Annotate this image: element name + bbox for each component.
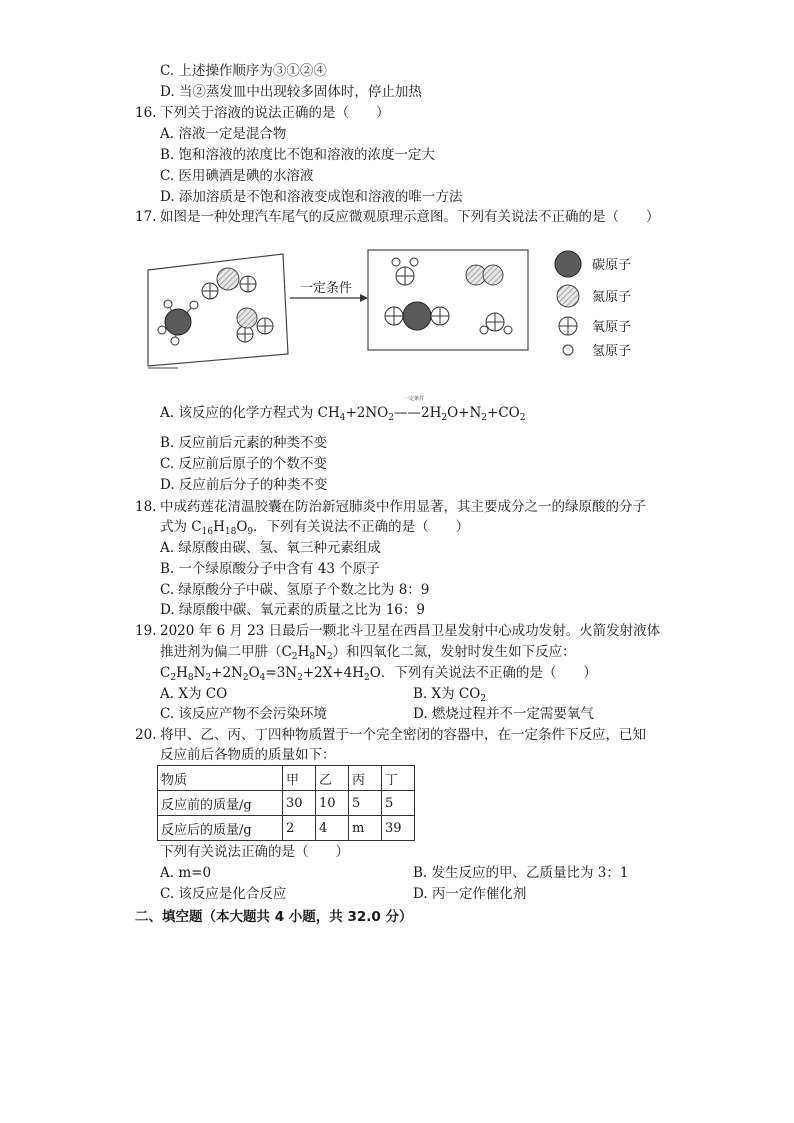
q16-number: 16. xyxy=(135,105,157,121)
q19-stem-line3: $C_2H_8N_2+2N_2O_4=3N_2+2X+4H_2O$．下列有关说法不正确的是（ ） xyxy=(160,665,597,683)
q19-option-c: C. 该反应产物不会污染环境 xyxy=(160,706,327,722)
table-header: 乙 xyxy=(316,766,349,791)
legend-nitrogen: 氮原子 xyxy=(592,290,632,305)
reactants-box xyxy=(148,254,288,366)
products-box xyxy=(368,250,528,350)
q15-option-d: D. 当②蒸发皿中出现较多固体时，停止加热 xyxy=(160,84,422,100)
q19-number: 19. xyxy=(135,623,157,639)
q18-stem-line2: 式为 $C_{16}H_{18}O_9$．下列有关说法不正确的是（ ） xyxy=(160,519,470,537)
q18-option-a: A. 绿原酸由碳、氢、氧三种元素组成 xyxy=(160,540,381,556)
q18-option-d: D. 绿原酸中碳、氧元素的质量之比为 16：9 xyxy=(160,602,425,618)
q16-option-d: D. 添加溶质是不饱和溶液变成饱和溶液的唯一方法 xyxy=(160,189,463,205)
q18-option-c: C. 绿原酸分子中碳、氢原子个数之比为 8：9 xyxy=(160,582,430,598)
table-cell: 反应前的质量/g xyxy=(158,791,283,816)
q20-option-b: B. 发生反应的甲、乙质量比为 3：1 xyxy=(413,865,629,881)
table-cell: 反应后的质量/g xyxy=(158,816,283,841)
co2-molecule xyxy=(385,302,449,330)
q17-option-b: B. 反应前后元素的种类不变 xyxy=(160,435,328,451)
arrow-label: 一定条件 xyxy=(299,281,353,296)
no2-molecule-top xyxy=(202,268,256,299)
q17-option-d: D. 反应前后分子的种类不变 xyxy=(160,477,328,493)
table-header: 物质 xyxy=(158,766,283,791)
q18-stem-line1: 中成药莲花清温胶囊在防治新冠肺炎中作用显著，其主要成分之一的绿原酸的分子 xyxy=(160,499,646,515)
section-heading: 二、填空题（本大题共 4 小题，共 32.0 分） xyxy=(135,909,413,925)
table-cell: 30 xyxy=(283,791,316,816)
legend-hydrogen: 氢原子 xyxy=(592,344,632,359)
q16-option-b: B. 饱和溶液的浓度比不饱和溶液的浓度一定大 xyxy=(160,147,436,163)
q19-option-a: A. X为 CO xyxy=(160,686,228,702)
water-molecule-1 xyxy=(392,258,418,285)
table-header-row xyxy=(158,766,415,791)
legend-carbon: 碳原子 xyxy=(592,258,632,273)
q17-option-c: C. 反应前后原子的个数不变 xyxy=(160,456,327,472)
q18-number: 18. xyxy=(135,499,157,515)
table-header: 甲 xyxy=(283,766,316,791)
q20-stem-line2: 反应前后各物质的质量如下： xyxy=(160,747,336,763)
water-molecule-2 xyxy=(480,313,512,334)
table-header: 丙 xyxy=(349,766,382,791)
no2-molecule-bottom xyxy=(237,308,273,342)
reaction-diagram xyxy=(140,240,660,372)
q17-number: 17. xyxy=(135,209,157,225)
q19-option-b: B. X为 $CO_2$ xyxy=(413,686,487,704)
q17-option-a: A. 该反应的化学方程式为 $CH_4+2NO_2——2H_2O+N_2+CO_2$ xyxy=(160,405,526,423)
q18-option-b: B. 一个绿原酸分子中含有 43 个原子 xyxy=(160,561,380,577)
table-row xyxy=(158,791,415,816)
q19-option-d: D. 燃烧过程并不一定需要氧气 xyxy=(413,706,594,722)
equation-condition: 一定条件 xyxy=(404,396,425,402)
q20-question: 下列有关说法正确的是（ ） xyxy=(160,844,349,860)
q16-option-c: C. 医用碘酒是碘的水溶液 xyxy=(160,168,314,184)
q20-option-c: C. 该反应是化合反应 xyxy=(160,886,287,902)
q16-stem: 下列关于溶液的说法正确的是（ ） xyxy=(160,105,390,121)
methane-molecule xyxy=(158,300,198,345)
q15-option-c: C. 上述操作顺序为③①②④ xyxy=(160,63,327,79)
carbon-atom xyxy=(165,309,191,335)
table-header: 丁 xyxy=(382,766,415,791)
nitrogen-molecule xyxy=(466,265,503,285)
legend xyxy=(555,251,631,359)
q19-stem-line2: 推进剂为偏二甲肼$(C_2H_8N_2)$和四氧化二氮，发射时发生如下反应： xyxy=(160,644,576,662)
table-cell: m xyxy=(349,816,382,841)
legend-oxygen: 氧原子 xyxy=(592,320,632,335)
q20-option-a: A. m=0 xyxy=(160,865,212,881)
q16-option-a: A. 溶液一定是混合物 xyxy=(160,126,287,142)
table-cell: 39 xyxy=(382,816,415,841)
table-row xyxy=(158,816,415,841)
table-cell: 5 xyxy=(382,791,415,816)
table-cell: 10 xyxy=(316,791,349,816)
q20-stem-line1: 将甲、乙、丙、丁四种物质置于一个完全密闭的容器中，在一定条件下反应，已知 xyxy=(160,727,646,743)
q17-stem: 如图是一种处理汽车尾气的反应微观原理示意图。下列有关说法不正确的是（ ） xyxy=(160,209,660,225)
q19-stem-line1: 2020 年 6 月 23 日最后一颗北斗卫星在西昌卫星发射中心成功发射。火箭发射液体 xyxy=(160,623,661,639)
table-cell: 5 xyxy=(349,791,382,816)
q20-option-d: D. 丙一定作催化剂 xyxy=(413,886,527,902)
mass-table xyxy=(157,765,415,841)
table-cell: 2 xyxy=(283,816,316,841)
q20-number: 20. xyxy=(135,727,157,743)
table-cell: 4 xyxy=(316,816,349,841)
